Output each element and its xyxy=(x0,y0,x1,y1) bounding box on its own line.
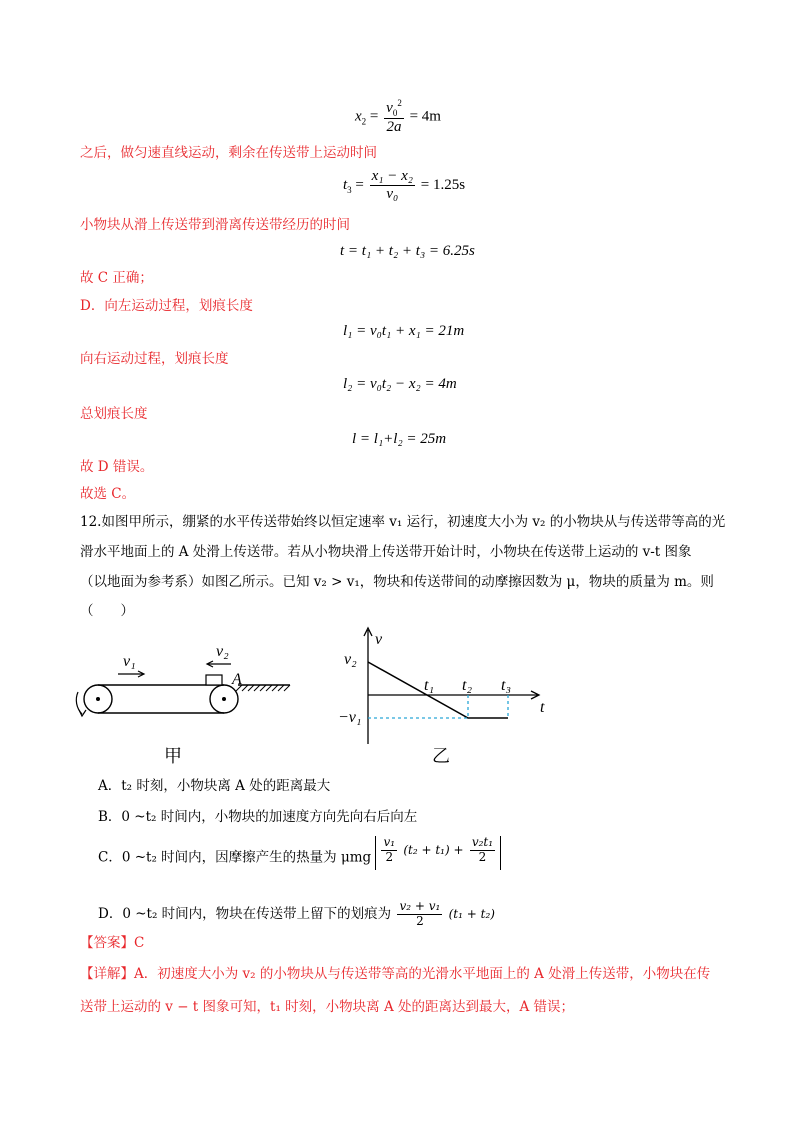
text-d-left: D．向左运动过程，划痕长度 xyxy=(80,298,253,314)
equation-t: t = t₁ + t₂ + t₃ = 6.25s xyxy=(340,243,475,259)
tick-t3: t₃ xyxy=(501,677,512,694)
equation-l2: l₂ = v₀t₂ − x₂ = 4m xyxy=(343,376,457,392)
eq-x2-den: 2a xyxy=(386,119,402,136)
axis-label-t: t xyxy=(540,699,545,716)
detail-line1: 【详解】A．初速度大小为 v₂ 的小物块从与传送带等高的光滑水平地面上的 A 处滑上传送带，小物块在传 xyxy=(80,966,711,982)
equation-x2: $x_2$ = $\frac{v_0^2}{2a}$ = 4m xyxy=(355,98,441,136)
eq-t3-rhs: = 1.25s xyxy=(420,177,466,194)
text-right-mark: 向右运动过程，划痕长度 xyxy=(80,351,229,367)
option-D-num: v₂ + v₁ xyxy=(399,899,441,913)
rotation-arrow-icon xyxy=(79,710,86,716)
option-D xyxy=(98,900,495,929)
q12-line2: 滑水平地面上的 A 处滑上传送带。若从小物块滑上传送带开始计时，小物块在传送带上运动的 v-t 图象 xyxy=(80,544,692,560)
vt-curve xyxy=(368,662,508,718)
text-d-wrong: 故 D 错误。 xyxy=(80,459,154,475)
label-v1: v₁ xyxy=(123,653,136,670)
label-A: A xyxy=(232,671,242,688)
caption-jia: 甲 xyxy=(164,746,182,767)
eq-t3-lhs: t xyxy=(343,177,348,194)
option-D-tail: (t₁ + t₂) xyxy=(448,906,495,921)
q12-line1: 12.如图甲所示，绷紧的水平传送带始终以恒定速率 v₁ 运行，初速度大小为 v₂ 的小物块从与传送带等高的光 xyxy=(80,514,726,530)
option-C xyxy=(98,835,501,870)
eq-x2-num-sub: 0 xyxy=(392,108,398,118)
figure-jia-conveyor xyxy=(68,640,298,770)
option-B: B．0 ~t₂ 时间内，小物块的加速度方向先向右后向左 xyxy=(98,809,418,825)
option-D-prefix: D．0 ~t₂ 时间内，物块在传送带上留下的划痕为 xyxy=(98,905,392,922)
eq-x2-rhs: = 4m xyxy=(409,108,441,125)
eq-x2-fraction xyxy=(384,98,404,137)
eq-x2-lhs: x xyxy=(355,108,362,125)
tick-t2: t₂ xyxy=(462,677,473,694)
text-total-mark: 总划痕长度 xyxy=(80,406,148,422)
option-C-frac1-den: 2 xyxy=(385,849,394,864)
equation-l: l = l₁+l₂ = 25m xyxy=(352,431,447,447)
q12-line4: （ ） xyxy=(80,603,134,619)
eq-t3-sub: 3 xyxy=(347,185,352,196)
eq-t3-num: x₁ − x₂ xyxy=(370,168,415,186)
q12-line3: （以地面为参考系）如图乙所示。已知 v₂ > v₁，物块和传送带间的动摩擦因数为 μ，物块的质量为 m。则 xyxy=(80,574,714,590)
eq-x2-sub: 2 xyxy=(361,116,367,127)
eq-t3-fraction xyxy=(370,168,415,204)
block xyxy=(206,675,222,685)
option-C-tail: (t₂ + t₁) + xyxy=(403,842,464,857)
option-D-frac xyxy=(397,900,442,929)
answer-label: 【答案】C xyxy=(80,935,145,951)
text-total-time: 小物块从滑上传送带到滑离传送带经历的时间 xyxy=(80,217,350,233)
option-C-bracket xyxy=(375,836,501,870)
text-choose-c: 故选 C。 xyxy=(80,486,136,502)
label-neg-v1: −v₁ xyxy=(338,709,362,726)
option-A: A．t₂ 时刻，小物块离 A 处的距离最大 xyxy=(98,778,331,794)
option-C-frac2 xyxy=(470,836,495,865)
label-v2-axis: v₂ xyxy=(344,651,357,668)
figure-yi-vt-graph xyxy=(320,620,560,770)
option-C-frac2-den: 2 xyxy=(478,849,487,864)
option-C-frac2-num: v₂t₁ xyxy=(471,835,494,849)
tick-t1: t₁ xyxy=(424,677,435,694)
eq-x2-num: v xyxy=(386,100,393,116)
option-C-prefix: C．0 ~t₂ 时间内，因摩擦产生的热量为 μmg xyxy=(98,849,372,866)
equation-l1: l₁ = v₀t₁ + x₁ = 21m xyxy=(343,323,465,339)
text-c-correct: 故 C 正确； xyxy=(80,270,153,286)
option-C-frac1-num: v₁ xyxy=(383,835,396,849)
eq-x2-num-sup: 2 xyxy=(397,98,402,108)
equation-t3: $t_3$ = $\frac{\text{x₁ − x₂}}{\text{v₀}}$ = 1.25s xyxy=(343,168,466,203)
option-C-frac1 xyxy=(381,836,397,865)
option-D-den: 2 xyxy=(416,913,424,928)
caption-yi: 乙 xyxy=(432,746,450,767)
text-after-uniform: 之后，做匀速直线运动，剩余在传送带上运动时间 xyxy=(80,145,377,161)
label-v2: v₂ xyxy=(216,643,229,660)
eq-t3-den: v₀ xyxy=(386,186,399,203)
axis-label-v: v xyxy=(375,631,383,648)
detail-line2: 送带上运动的 v − t 图象可知，t₁ 时刻，小物块离 A 处的距离达到最大，A 错误； xyxy=(80,999,575,1015)
